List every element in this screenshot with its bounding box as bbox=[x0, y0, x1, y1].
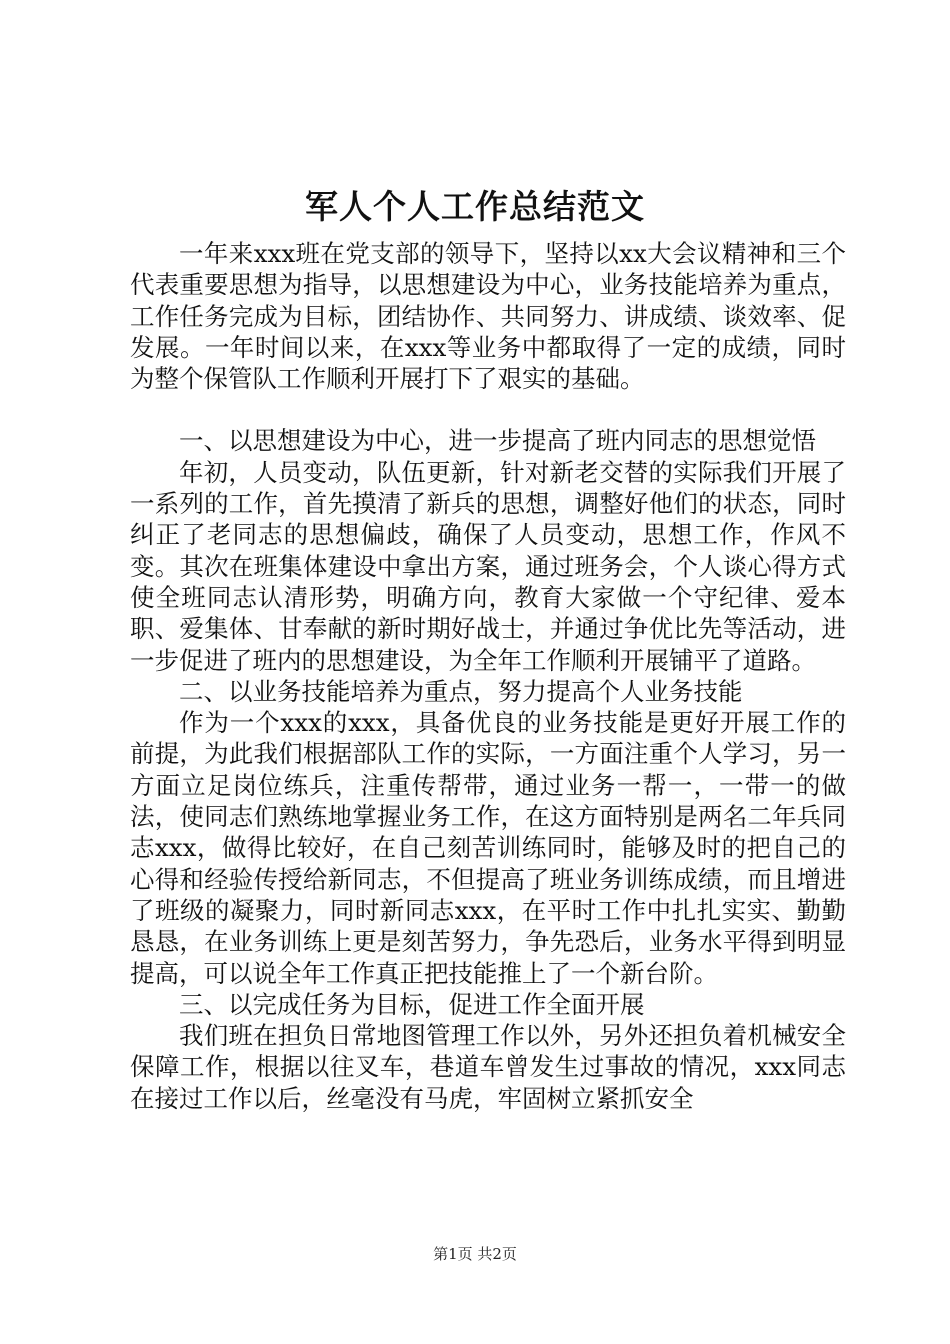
body-paragraph: 作为一个xxx的xxx，具备优良的业务技能是更好开展工作的前提，为此我们根据部队工作的实际，一方面注重个人学习，另一方面立足岗位练兵，注重传帮带，通过业务一帮一，一带一的做法，使同志们熟练地掌握业务工作，在这方面特别是两名二年兵同志xxx，做得比较好，在自己刻苦训练同时，能够及时的把自己的心得和经验传授给新同志，不但提高了班业务训练成绩，而且增进了班级的凝聚力，同时新同志xxx，在平时工作中扎扎实实、勤勤恳恳，在业务训练上更是刻苦努力，争先恐后，业务水平得到明显提高，可以说全年工作真正把技能推上了一个新台阶。 bbox=[130, 708, 846, 988]
document-body bbox=[130, 238, 846, 1114]
body-paragraph: 我们班在担负日常地图管理工作以外，另外还担负着机械安全保障工作，根据以往叉车，巷道车曾发生过事故的情况，xxx同志在接过工作以后，丝毫没有马虎，牢固树立紧抓安全 bbox=[130, 1021, 846, 1113]
section-heading-3: 三、以完成任务为目标，促进工作全面开展 bbox=[179, 989, 645, 1019]
document-title: 军人个人工作总结范文 bbox=[305, 187, 645, 226]
section-heading-2: 二、以业务技能培养为重点，努力提高个人业务技能 bbox=[179, 676, 743, 706]
section-heading-1: 一、以思想建设为中心，进一步提高了班内同志的思想觉悟 bbox=[179, 426, 816, 456]
page-number-footer: 第1页 共2页 bbox=[433, 1245, 517, 1263]
body-paragraph: 年初，人员变动，队伍更新，针对新老交替的实际我们开展了一系列的工作，首先摸清了新兵的思想，调整好他们的状态，同时纠正了老同志的思想偏歧，确保了人员变动，思想工作，作风不变。其次在班集体建设中拿出方案，通过班务会，个人谈心得方式使全班同志认清形势，明确方向，教育大家做一个守纪律、爱本职、爱集体、甘奉献的新时期好战士，并通过争优比先等活动，进一步促进了班内的思想建设，为全年工作顺利开展铺平了道路。 bbox=[130, 457, 846, 675]
intro-paragraph: 一年来xxx班在党支部的领导下，坚持以xx大会议精神和三个代表重要思想为指导，以思想建设为中心，业务技能培养为重点，工作任务完成为目标，团结协作、共同努力、讲成绩、谈效率、促发展。一年时间以来，在xxx等业务中都取得了一定的成绩，同时为整个保管队工作顺利开展打下了艰实的基础。 bbox=[130, 239, 846, 394]
